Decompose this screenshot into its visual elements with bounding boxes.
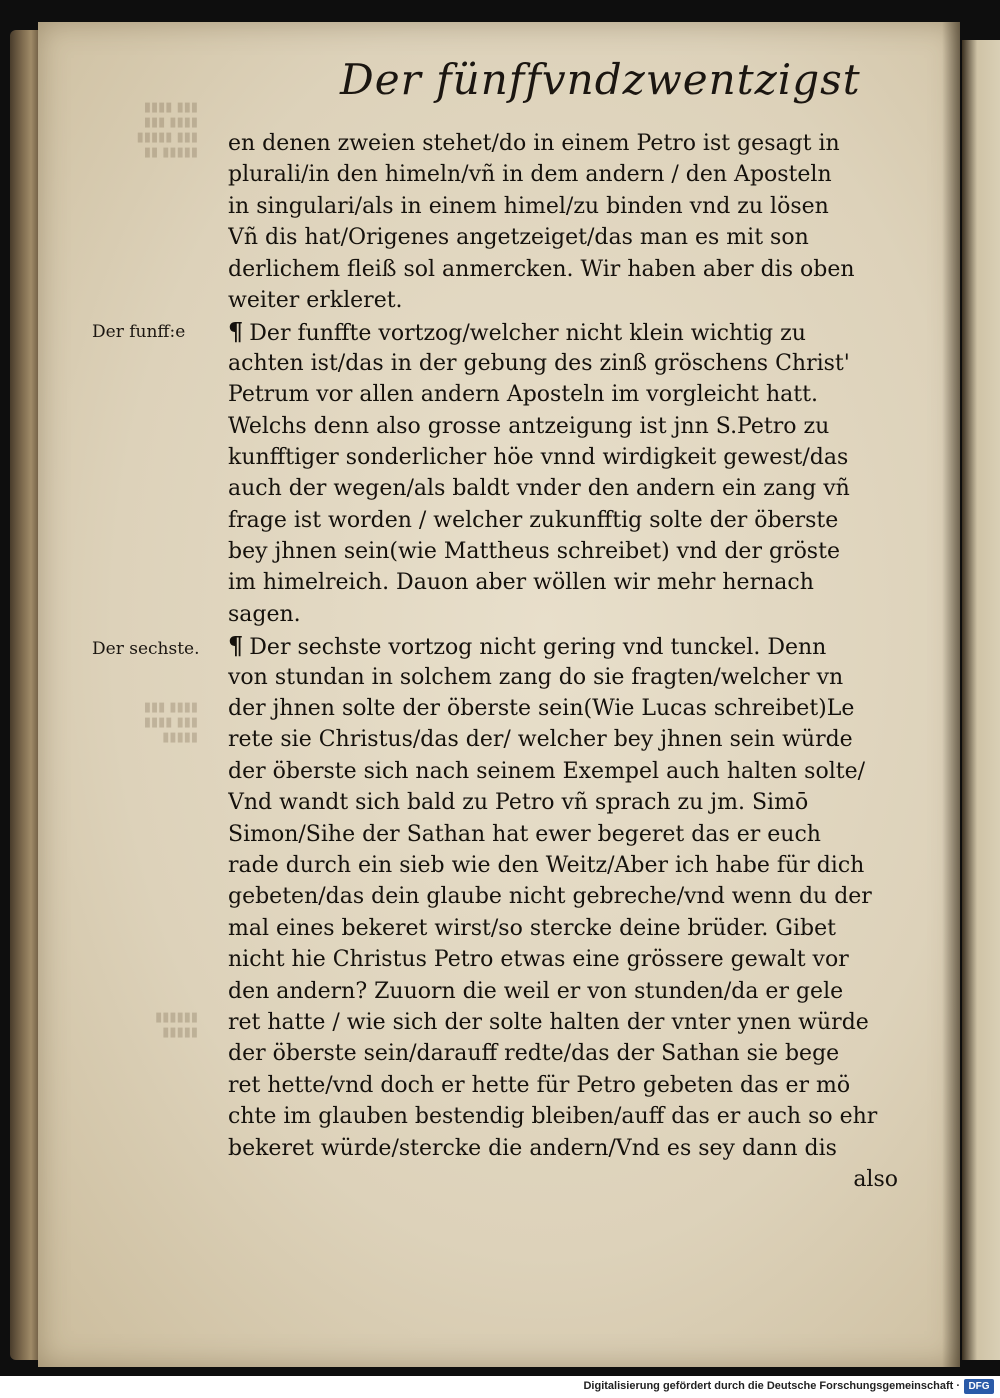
- text-line: chte im glauben bestendig bleiben/auff das er auch so ehr: [228, 1104, 878, 1130]
- text-line: rete sie Christus/das der/ welcher bey jhnen sein würde: [228, 727, 853, 753]
- text-line: Welchs denn also grosse antzeigung ist jnn S.Petro zu: [228, 413, 830, 439]
- text-line: derlichem fleiß sol anmercken. Wir haben aber dis oben: [228, 256, 855, 282]
- text-line: ret hette/vnd doch er hette für Petro gebeten das er mö: [228, 1072, 851, 1098]
- text-line: Petrum vor allen andern Aposteln im vorgleicht hatt.: [228, 382, 818, 408]
- text-line: frage ist worden / welcher zukunfftig solte der öberste: [228, 507, 839, 533]
- text-line: im himelreich. Dauon aber wöllen wir mehr hernach: [228, 570, 814, 596]
- text-line: Der funffte vortzog/welcher nicht klein wichtig zu: [249, 321, 806, 347]
- text-line: plurali/in den himeln/vñ in dem andern / den Aposteln: [228, 162, 832, 188]
- text-line: auch der wegen/als baldt vnder den andern ein zang vñ: [228, 476, 850, 502]
- text-line: mal eines bekeret wirst/so stercke deine brüder. Gibet: [228, 915, 836, 941]
- text-line: weiter erkleret.: [228, 287, 403, 313]
- margin-note-fifth: Der funff:e: [92, 322, 186, 342]
- show-through-mark: ▮▮▮▮▮▮ ▮▮▮▮▮: [155, 1010, 198, 1040]
- dfg-logo-icon: DFG: [964, 1379, 994, 1394]
- text-line: der öberste sein/darauff redte/das der Sathan sie bege: [228, 1041, 840, 1067]
- pilcrow-icon: ¶: [228, 631, 244, 661]
- paragraph-start-line: [228, 316, 908, 347]
- text-line: achten ist/das in der gebung des zinß gröschens Christ': [228, 350, 850, 376]
- show-through-mark: ▮▮▮ ▮▮▮▮ ▮▮▮▮ ▮▮▮ ▮▮▮ ▮▮▮▮▮ ▮▮▮▮▮ ▮▮: [136, 100, 198, 160]
- text-line: den andern? Zuuorn die weil er von stunden/da er gele: [228, 978, 844, 1004]
- show-through-mark: ▮▮▮▮ ▮▮▮ ▮▮▮ ▮▮▮▮ ▮▮▮▮▮: [143, 700, 198, 745]
- text-line: Vñ dis hat/Origenes angetzeiget/das man es mit son: [228, 225, 809, 251]
- next-page-edge: [962, 40, 1000, 1360]
- text-line: bey jhnen sein(wie Mattheus schreibet) vnd der gröste: [228, 539, 840, 565]
- margin-note-sixth: Der sechste.: [92, 639, 200, 659]
- text-line: der öberste sich nach seinem Exempel auch halten solte/: [228, 758, 866, 784]
- text-line: en denen zweien stehet/do in einem Petro ist gesagt in: [228, 131, 840, 156]
- text-line: der jhnen solte der öberste sein(Wie Lucas schreibet)Le: [228, 696, 855, 722]
- text-line: rade durch ein sieb wie den Weitz/Aber ich habe für dich: [228, 852, 865, 878]
- running-head: Der fünffvndzwentzigst: [340, 55, 861, 104]
- text-line: in singulari/als in einem himel/zu binden vnd zu lösen: [228, 193, 829, 219]
- paragraph-start-line: [228, 630, 908, 661]
- catchword: also: [853, 1166, 898, 1192]
- footer-bar: [0, 1376, 1000, 1398]
- text-line: von stundan in solchem zang do sie fragten/welcher vn: [228, 664, 844, 690]
- text-line: Vnd wandt sich bald zu Petro vñ sprach zu jm. Simō: [228, 790, 809, 816]
- text-line: sagen.: [228, 601, 301, 627]
- funding-credit: Digitalisierung gefördert durch die Deutsche Forschungsgemeinschaft ·: [583, 1380, 960, 1392]
- text-line: nicht hie Christus Petro etwas eine grössere gewalt vor: [228, 947, 849, 973]
- text-line: Simon/Sihe der Sathan hat ewer begeret das er euch: [228, 821, 821, 847]
- text-line: kunfftiger sonderlicher höe vnnd wirdigkeit gewest/das: [228, 444, 849, 470]
- page-gutter: [942, 22, 960, 1367]
- pilcrow-icon: ¶: [228, 317, 244, 347]
- text-line: Der sechste vortzog nicht gering vnd tunckel. Denn: [249, 635, 827, 661]
- text-line: bekeret würde/stercke die andern/Vnd es sey dann dis: [228, 1135, 837, 1161]
- text-line: gebeten/das dein glaube nicht gebreche/vnd wenn du der: [228, 884, 872, 910]
- book-edge: [10, 30, 40, 1360]
- text-line: ret hatte / wie sich der solte halten der vnter ynen würde: [228, 1009, 869, 1035]
- body-text: [228, 128, 908, 1195]
